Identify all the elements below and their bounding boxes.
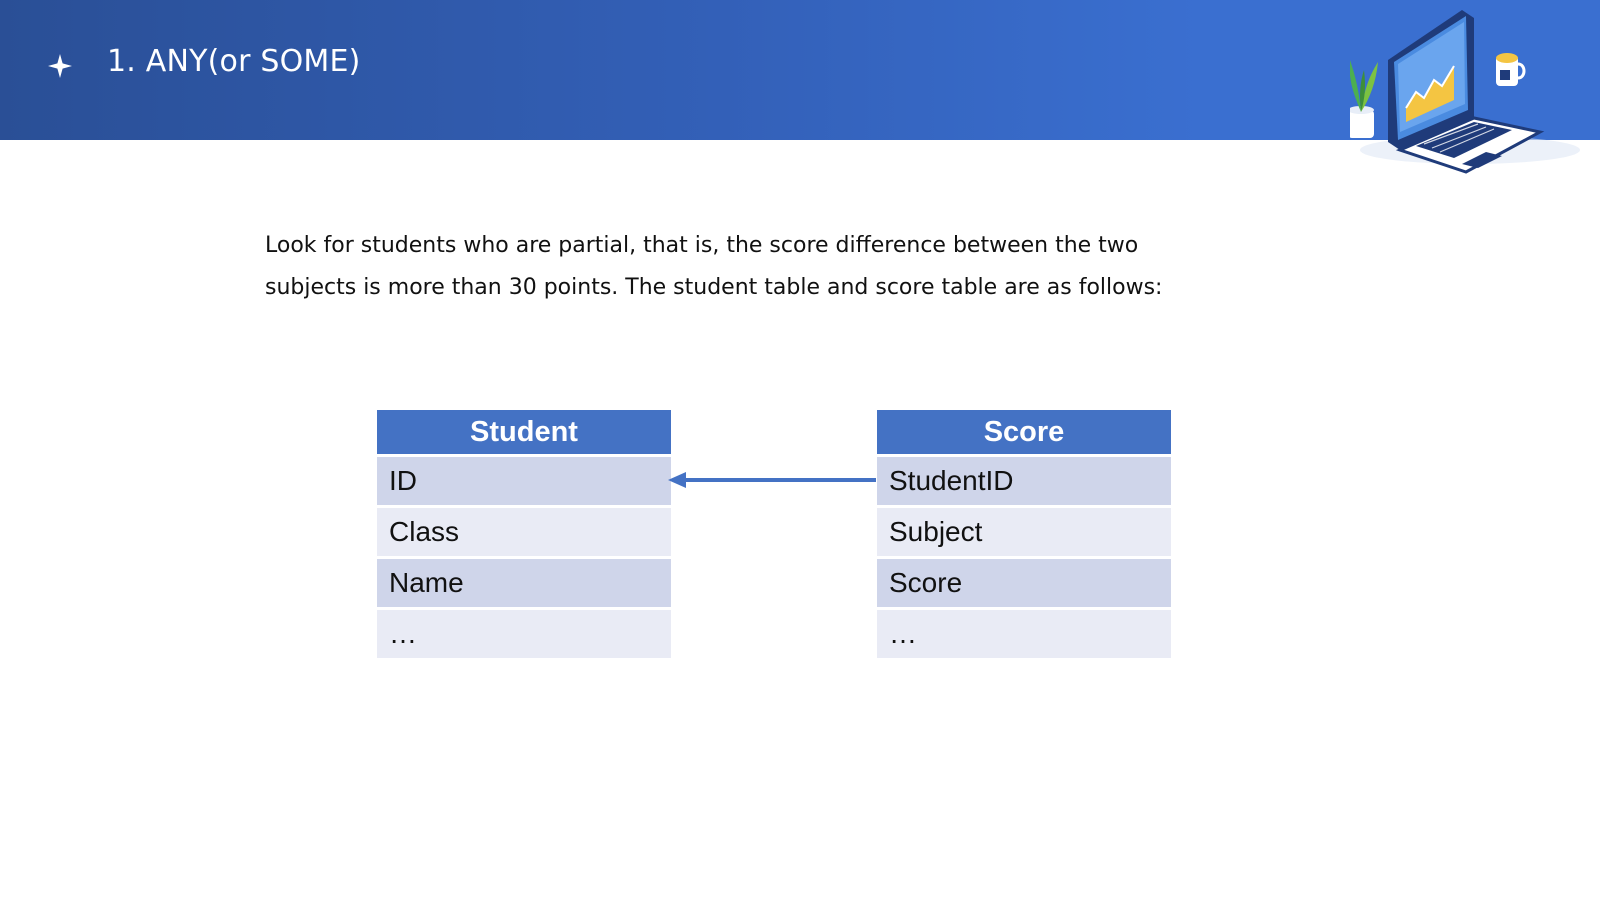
student-table-header: Student (377, 410, 671, 454)
student-field-more: … (377, 610, 671, 658)
score-field-more: … (877, 610, 1171, 658)
score-field-score: Score (877, 559, 1171, 607)
score-table (877, 410, 1171, 658)
score-field-subject: Subject (877, 508, 1171, 556)
laptop-illustration-icon (1350, 0, 1600, 190)
student-field-name: Name (377, 559, 671, 607)
student-field-id: ID (377, 457, 671, 505)
score-field-studentid: StudentID (877, 457, 1171, 505)
student-field-class: Class (377, 508, 671, 556)
intro-paragraph (265, 225, 1215, 309)
intro-line-1: Look for students who are partial, that is, the score difference between the two (265, 233, 1139, 258)
foreign-key-arrow (668, 468, 878, 492)
student-table (377, 410, 671, 658)
intro-line-2: subjects is more than 30 points. The student table and score table are as follows: (265, 275, 1163, 300)
page-title: 1. ANY(or SOME) (107, 44, 361, 79)
header-banner (0, 0, 1600, 140)
sparkle-star-icon (46, 52, 74, 80)
score-table-header: Score (877, 410, 1171, 454)
